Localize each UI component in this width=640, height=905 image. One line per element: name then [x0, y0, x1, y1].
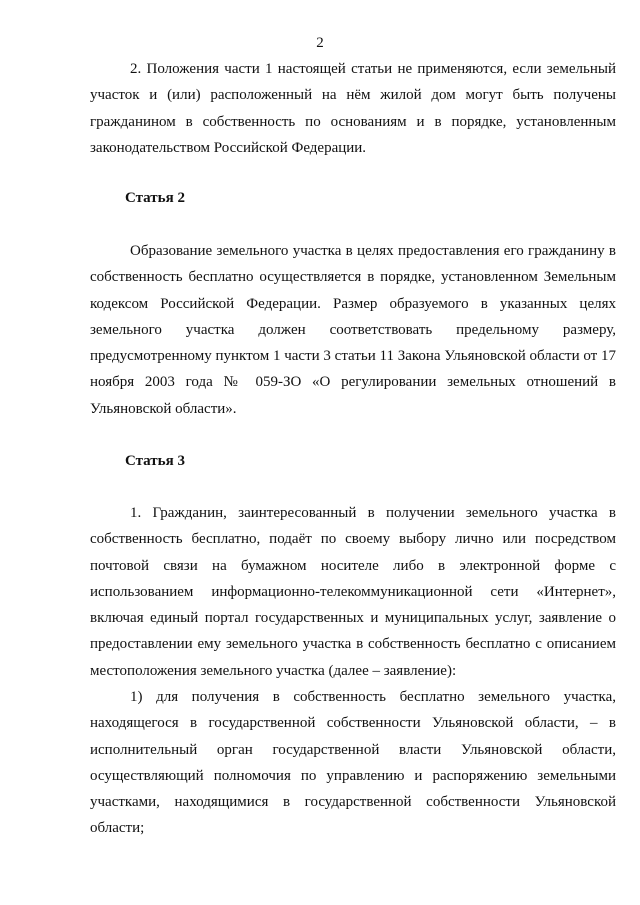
paragraph-article3-item1: 1) для получения в собственность бесплатно земельного участка, находящегося в государственной собственности Ульяновской области, – в исполнительный орган государственной власти Ульяновской области, осуществляющий полномочия по управлению и распоряжению земельными участками, находящимися в государственной собственности Ульяновской области; — [90, 689, 616, 837]
paragraph-article3-part1: 1. Гражданин, заинтересованный в получении земельного участка в собственность бесплатно, подаёт по своему выбору лично или посредством почтовой связи на бумажном носителе либо в электронной форме с использованием информационно-телекоммуникационной сети «Интернет», включая единый портал государственных и муниципальных услуг, заявление о предоставлении ему земельного участка в собственность бесплатно с описанием местоположения земельного участка (далее – заявление): — [90, 505, 616, 679]
article-3-heading: Статья 3 — [125, 453, 185, 469]
article-2-heading: Статья 2 — [125, 190, 185, 206]
paragraph-article1-part2: 2. Положения части 1 настоящей статьи не применяются, если земельный участок и (или) расположенный на нём жилой дом могут быть получены гражданином в собственность по основаниям и в порядке, установленным законодательством Российской Федерации. — [90, 61, 616, 156]
paragraph-article2: Образование земельного участка в целях предоставления его гражданину в собственность бесплатно осуществляется в порядке, установленном Земельным кодексом Российской Федерации. Размер образуемого в указанных целях земельного участка должен соответствовать предельному размеру, предусмотренному пунктом 1 части 3 статьи 11 Закона Ульяновской области от 17 ноября 2003 года № 059-ЗО «О регулировании земельных отношений в Ульяновской области». — [90, 243, 616, 417]
page-number: 2 — [316, 35, 324, 51]
